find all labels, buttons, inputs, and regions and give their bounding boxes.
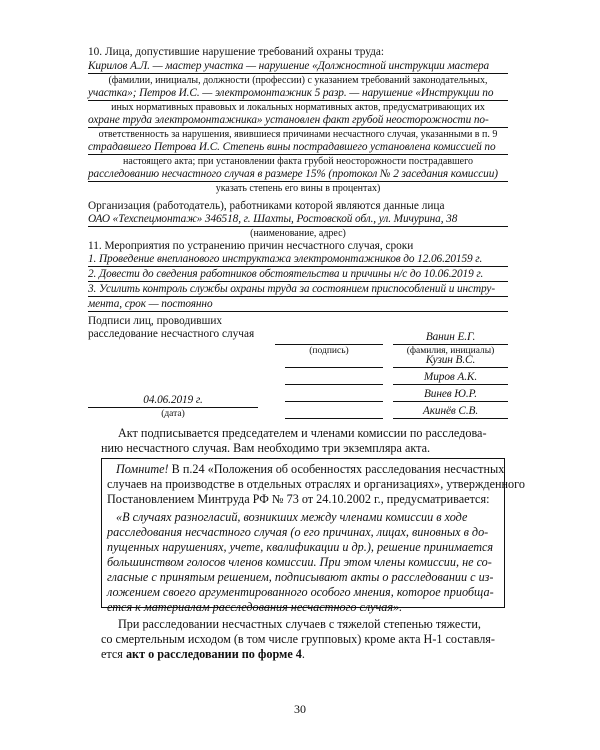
quote-line-7: ется к материалам расследования несчастного случая». [107, 600, 403, 614]
violators-line-3: охране труда электромонтажника» установлен факт грубой неосторожности по- [88, 114, 508, 128]
section-11-heading: 11. Мероприятия по устранению причин несчастного случая, сроки [88, 240, 414, 252]
quote-line-2: расследования несчастного случая (о его причинах, лицах, виновных в до- [107, 525, 489, 539]
measure-item-2: 2. Довести до сведения работников обстоятельства и причины н/с до 10.06.2019 г. [88, 268, 508, 282]
violators-line-5: расследованию несчастного случая в размере 15% (протокол № 2 заседания комиссии) [88, 168, 508, 182]
measure-item-1: 1. Проведение внепланового инструктажа электромонтажников до 12.06.20159 г. [88, 253, 508, 267]
signature-line-4 [285, 401, 383, 402]
closing-prefix: ется [101, 647, 126, 661]
reminder-line-1 [116, 462, 504, 476]
date-caption: (дата) [161, 409, 185, 419]
measure-item-3: 3. Усилить контроль службы охраны труда за состоянием приспособлений и инстру- [88, 283, 508, 297]
closing-suffix: . [301, 647, 305, 661]
reminder-line-2: случаев на производстве в отдельных отраслях и организациях», утвержденного [107, 477, 525, 491]
signatures-label-2: расследование несчастного случая [88, 328, 255, 340]
violators-caption-4: настоящего акта; при установлении факта грубой неосторожности пострадавшего [123, 156, 473, 167]
signer-name-2: Кузин В.С. [393, 354, 508, 368]
closing-line-1: При расследовании несчастных случаев с тяжелой степенью тяжести, [118, 617, 481, 631]
signer-name-5: Акинёв С.В. [393, 405, 508, 419]
signer-name-3: Миров А.К. [393, 371, 508, 385]
signer-name-1: Ванин Е.Г. [393, 331, 508, 345]
organization-value: ОАО «Техспецмонтаж» 346518, г. Шахты, Ростовской обл., ул. Мичурина, 38 [88, 213, 508, 227]
reminder-lead: Помните! [116, 462, 169, 476]
reminder-line-3: Постановлением Минтруда РФ № 73 от 24.10.2002 г., предусматривается: [107, 492, 490, 506]
quote-line-4: большинством голосов членов комиссии. При этом члены комиссии, не со- [107, 555, 492, 569]
quote-line-3: пущенных нарушениях, учете, квалификации и др.), решение принимается [107, 540, 494, 554]
signer-name-4: Винев Ю.Р. [393, 388, 508, 402]
section-10-heading: 10. Лица, допустившие нарушение требований охраны труда: [88, 46, 385, 58]
form-4-reference: акт о расследовании по форме 4 [125, 647, 302, 661]
violators-caption-3: ответственность за нарушения, явившиеся причинами несчастного случая, указанными в п. 9 [98, 129, 498, 140]
closing-line-2: со смертельным исходом (в том числе групповых) кроме акта Н-1 составля- [101, 632, 495, 646]
quote-line-6: ложением своего аргументированного особого мнения, которое приобща- [107, 585, 494, 599]
closing-line-3 [101, 647, 305, 661]
violators-line-1: Кирилов А.Л. — мастер участка — нарушение «Должностной инструкции мастера [88, 60, 508, 74]
quote-line-5: гласные с принятым решением, подписывают акты о расследовании с из- [107, 570, 494, 584]
signature-date: 04.06.2019 г. [88, 394, 258, 408]
signature-line-1 [275, 344, 383, 345]
act-note-line-1: Акт подписывается председателем и членами комиссии по расследова- [118, 426, 487, 440]
signature-line-2 [285, 367, 383, 368]
signature-line-3 [285, 384, 383, 385]
organization-label: Организация (работодатель), работниками которой являются данные лица [88, 200, 445, 212]
violators-line-4: страдавшего Петрова И.С. Степень вины пострадавшего установлена комиссией по [88, 141, 508, 155]
reminder-line-1-text: В п.24 «Положения об особенностях расследования несчастных [168, 462, 505, 476]
violators-caption-1: (фамилии, инициалы, должности (профессии) с указанием требований законодательных, [108, 75, 488, 86]
violators-caption-5: указать степень его вины в процентах) [215, 183, 381, 194]
violators-caption-2: иных нормативных правовых и локальных нормативных актов, предусматривающих их [111, 102, 485, 113]
act-note-line-2: нию несчастного случая. Вам необходимо три экземпляра акта. [101, 441, 431, 455]
violators-line-2: участка»; Петров И.С. — электромонтажник 5 разр. — нарушение «Инструкции по [88, 87, 508, 101]
signature-line-5 [285, 418, 383, 419]
page-number: 30 [294, 702, 306, 716]
measure-item-4: мента, срок — постоянно [88, 298, 508, 312]
signatures-label-1: Подписи лиц, проводивших [88, 315, 223, 327]
quote-line-1: «В случаях разногласий, возникших между членами комиссии в ходе [116, 510, 468, 524]
name-caption: (фамилия, инициалы) [406, 346, 495, 356]
signature-caption: (подпись) [309, 346, 349, 356]
organization-caption: (наименование, адрес) [250, 228, 346, 239]
